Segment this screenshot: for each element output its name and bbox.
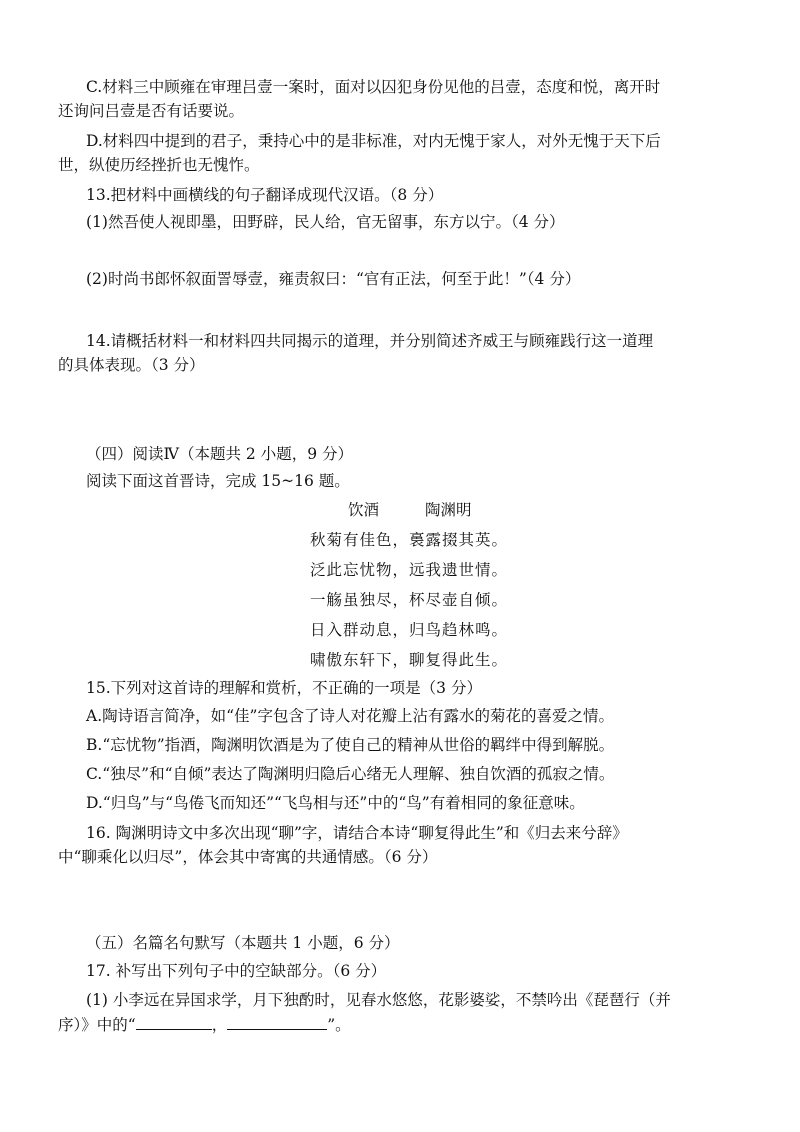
poem-line-1: 秋菊有佳色，裛露掇其英。 [310, 531, 509, 549]
q17-sentence-1-line2 [58, 1013, 748, 1036]
q17-separator: ， [211, 1016, 228, 1034]
q13-stem: 13.把材料中画横线的句子翻译成现代汉语。（8 分） [86, 186, 444, 204]
poem-line-3: 一觞虽独尽，杯尽壶自倾。 [310, 591, 509, 609]
answer-blank-2[interactable] [227, 1013, 327, 1030]
answer-blank-1[interactable] [136, 1013, 212, 1030]
poem-line-5: 啸傲东轩下，聊复得此生。 [310, 651, 509, 669]
q15-stem: 15.下列对这首诗的理解和赏析，不正确的一项是（3 分） [86, 679, 482, 697]
poem-title: 饮酒 [348, 501, 380, 519]
q17-prefix: 序）》中的“ [58, 1016, 136, 1034]
poem-author: 陶渊明 [425, 501, 472, 519]
q13-sentence-1: (1)然吾使人视即墨，田野辟，民人给，官无留事，东方以宁。（4 分） [86, 213, 565, 231]
q15-option-b: B.“忘忧物”指酒，陶渊明饮酒是为了使自己的精神从世俗的羁绊中得到解脱。 [86, 736, 615, 754]
q16-line1: 16. 陶渊明诗文中多次出现“聊”字，请结合本诗“聊复得此生”和《归去来兮辞》 [86, 824, 628, 842]
q15-option-d: D.“归鸟”与“鸟倦飞而知还”“飞鸟相与还”中的“鸟”有着相同的象征意味。 [86, 794, 585, 812]
poem-line-4: 日入群动息，归鸟趋林鸣。 [310, 621, 509, 639]
q12-option-d-line2: 世，纵使历经挫折也无愧怍。 [58, 156, 260, 174]
q14-line2: 的具体表现。（3 分） [58, 356, 205, 374]
q17-suffix: ”。 [327, 1016, 351, 1034]
q17-stem: 17. 补写出下列句子中的空缺部分。（6 分） [86, 962, 387, 980]
section-4-heading: （四）阅读Ⅳ（本题共 2 小题，9 分） [86, 445, 353, 463]
q12-option-c-line1: C.材料三中顾雍在审理吕壹一案时，面对以囚犯身份见他的吕壹，态度和悦，离开时 [86, 78, 661, 96]
q15-option-c: C.“独尽”和“自倾”表达了陶渊明归隐后心绪无人理解、独自饮酒的孤寂之情。 [86, 765, 615, 783]
q15-option-a: A.陶诗语言简净，如“佳”字包含了诗人对花瓣上沾有露水的菊花的喜爱之情。 [86, 707, 614, 725]
q12-option-d-line1: D.材料四中提到的君子，秉持心中的是非标准，对内无愧于家人，对外无愧于天下后 [86, 132, 661, 150]
q12-option-c-line2: 还询问吕壹是否有话要说。 [58, 102, 245, 120]
section-5-heading: （五）名篇名句默写（本题共 1 小题，6 分） [86, 934, 400, 952]
q16-line2: 中“聊乘化以归尽”，体会其中寄寓的共通情感。（6 分） [58, 848, 438, 866]
q17-sentence-1-line1: (1) 小李远在异国求学，月下独酌时，见春水悠悠，花影婆娑，不禁吟出《琵琶行（并 [86, 991, 671, 1009]
q14-line1: 14.请概括材料一和材料四共同揭示的道理，并分别简述齐威王与顾雍践行这一道理 [86, 332, 654, 350]
poem-line-2: 泛此忘忧物，远我遗世情。 [310, 561, 509, 579]
q13-sentence-2: (2)时尚书郎怀叙面詈辱壹，雍责叙曰：“官有正法，何至于此！”（4 分） [86, 270, 581, 288]
section-4-intro: 阅读下面这首晋诗，完成 15~16 题。 [86, 472, 350, 490]
